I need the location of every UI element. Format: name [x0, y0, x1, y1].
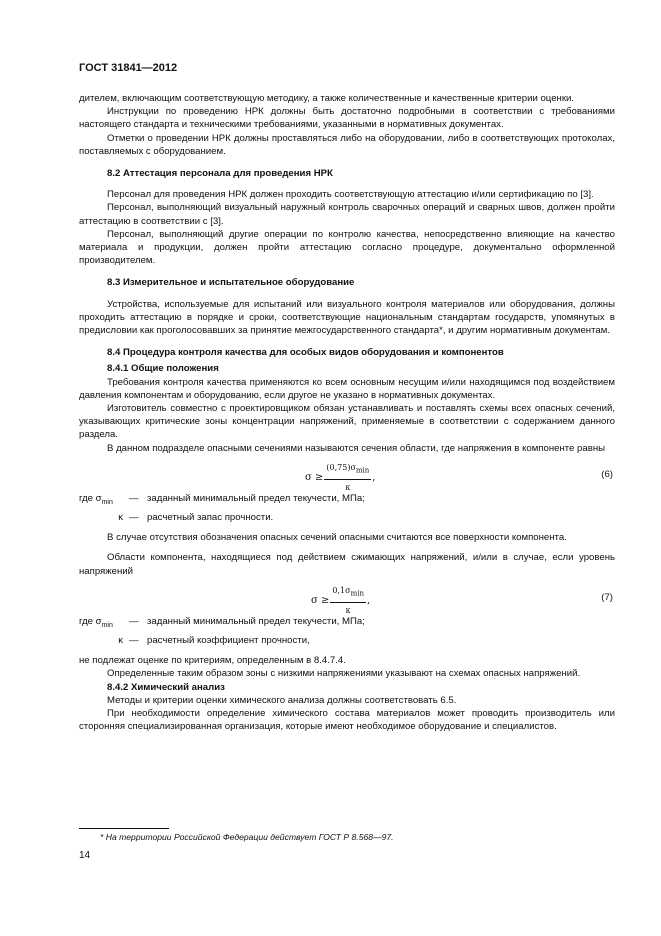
paragraph: Персонал для проведения НРК должен проходить соответствующую аттестацию и/или сертификацию по [3]. — [107, 189, 594, 201]
eq7-lhs: σ ≥ — [311, 594, 330, 606]
paragraph: дителем, включающим соответствующую методику, а также количественные и качественные критерии оценки. — [79, 93, 575, 104]
footnote-divider — [79, 828, 169, 829]
section-title-8-4: 8.4 Процедура контроля качества для особых видов оборудования и компонентов — [107, 347, 504, 359]
paragraph: В данном подразделе опасными сечениями называются сечения области, где напряжения в компоненте равны — [107, 442, 606, 454]
where-symbol: κ — [118, 511, 123, 523]
paragraph: При необходимости определение химического состава материалов может проводить производитель или сторонняя специализированная организация, которые имеют необходимое оборудование и специалистов. — [79, 707, 615, 733]
section-title-8-4-2: 8.4.2 Химический анализ — [107, 681, 225, 693]
where-symbol: где $\sigma_{min}$ — [79, 492, 113, 506]
paragraph: Методы и критерии оценки химического анализа должны соответствовать 6.5. — [107, 694, 457, 706]
paragraph: В случае отсутствия обозначения опасных сечений опасными считаются все поверхности компонента. — [107, 532, 567, 544]
eq6-denominator: κ — [345, 482, 351, 492]
paragraph: Отметки о проведении НРК должны проставляться либо на оборудовании, либо в соответствующих протоколах, поставляемых с оборудованием. — [79, 132, 615, 157]
where-symbol: κ — [118, 634, 123, 646]
equation-number-6: (6) — [601, 468, 613, 480]
where-text: заданный минимальный предел текучести, МПа; — [147, 615, 365, 627]
eq7-denominator: κ — [345, 605, 351, 615]
where-row: где $\sigma_{min}$ — заданный минимальный предел текучести, МПа; — [79, 615, 615, 632]
paragraph: Требования контроля качества применяются ко всем основным несущим и/или находящимся под воздействием давления компонентам и оборудованию, если другое не указано в нормативных документах. — [79, 376, 615, 401]
equation-7 — [79, 582, 615, 615]
page-body — [79, 92, 615, 733]
equation-6 — [79, 459, 615, 492]
equation-number-7: (7) — [601, 591, 613, 603]
paragraph: не подлежат оценке по критериям, определенным в 8.4.7.4. — [79, 655, 346, 667]
where-text: расчетный запас прочности. — [147, 511, 274, 523]
paragraph: Определенные таким образом зоны с низкими напряжениями указывают на схемах опасных напряжений. — [107, 668, 581, 680]
paragraph: Устройства, используемые для испытаний или визуального контроля материалов или оборудования, должны проходить аттестацию в порядке и сроки, соответствующие национальным стандартам государств, упомянутых в предисловии как проголосовавших за принятие межгосударственного стандарта*, и другим нормативным документам. — [79, 298, 615, 337]
section-title-8-3: 8.3 Измерительное и испытательное оборудование — [107, 277, 355, 289]
where-row: κ — расчетный запас прочности. — [79, 511, 615, 524]
eq6-tail: , — [372, 471, 376, 483]
section-title-8-4-1: 8.4.1 Общие положения — [107, 363, 219, 375]
eq7-numerator: $0,1\sigma_{min}$ — [330, 584, 366, 603]
section-title-8-2: 8.2 Аттестация персонала для проведения НРК — [107, 168, 333, 180]
paragraph: Персонал, выполняющий визуальный наружный контроль сварочных операций и сварных швов, должен пройти аттестацию в соответствии с [3]. — [79, 202, 615, 227]
where-symbol: где $\sigma_{min}$ — [79, 615, 113, 629]
where-text: расчетный коэффициент прочности, — [147, 634, 310, 646]
eq6-numerator: $(0,75)\sigma_{min}$ — [324, 461, 371, 480]
footnote: * На территории Российской Федерации действует ГОСТ Р 8.568—97. — [100, 832, 394, 842]
page-number: 14 — [79, 850, 91, 861]
paragraph: Инструкции по проведению НРК должны быть достаточно подробными в соответствии с требованиями настоящего стандарта и техническими требованиями, указанными в нормативных документах. — [79, 106, 615, 131]
eq6-lhs: σ ≥ — [305, 471, 324, 483]
where-text: заданный минимальный предел текучести, МПа; — [147, 492, 365, 504]
document-header: ГОСТ 31841—2012 — [79, 62, 178, 74]
where-row: κ — расчетный коэффициент прочности, — [79, 634, 615, 647]
paragraph: Изготовитель совместно с проектировщиком обязан устанавливать и поставлять схемы всех опасных сечений, указывающих критические зоны концентрации напряжений, применяемые в соответствии с содержанием данного раздела. — [79, 403, 615, 441]
paragraph: Области компонента, находящиеся под действием сжимающих напряжений, и/или в случае, если уровень напряжений — [79, 552, 615, 577]
paragraph: Персонал, выполняющий другие операции по контролю качества, непосредственно влияющие на качество материала и продукции, должен пройти аттестацию согласно процедуре, документально оформленной производителем. — [79, 228, 615, 267]
where-row: где $\sigma_{min}$ — заданный минимальный предел текучести, МПа; — [79, 492, 615, 509]
eq7-tail: , — [366, 594, 371, 606]
